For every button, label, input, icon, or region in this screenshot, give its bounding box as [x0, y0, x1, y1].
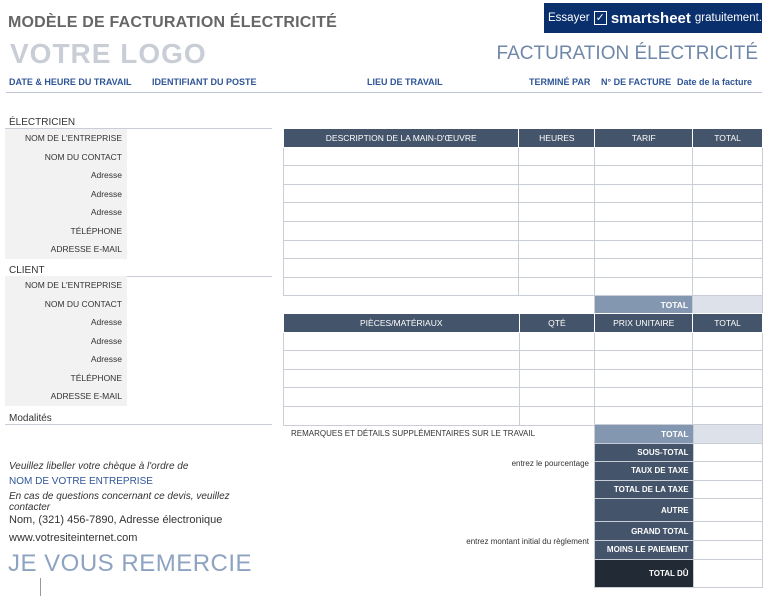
labor-description-cell[interactable]	[284, 147, 519, 166]
parts-total-cell[interactable]	[693, 369, 763, 388]
client-company-label: NOM DE L'ENTREPRISE	[5, 276, 127, 295]
parts-total-cell[interactable]	[693, 332, 763, 351]
table-row[interactable]	[284, 240, 763, 259]
table-row[interactable]	[284, 203, 763, 222]
check-note: Veuillez libeller votre chèque à l'ordre de	[9, 461, 189, 472]
labor-total-value[interactable]	[693, 296, 763, 315]
terms-divider	[5, 424, 272, 425]
table-row[interactable]	[284, 369, 763, 388]
banner-free: gratuitement.	[694, 12, 762, 24]
other-label: AUTRE	[595, 499, 694, 522]
labor-description-cell[interactable]	[284, 221, 519, 240]
labor-rate-header: TARIF	[595, 129, 693, 148]
table-row[interactable]	[284, 221, 763, 240]
parts-description-cell[interactable]	[284, 406, 520, 425]
labor-total-cell[interactable]	[693, 147, 763, 166]
labor-hours-cell[interactable]	[519, 166, 595, 185]
banner-brand: smartsheet	[610, 9, 691, 27]
client-section-title: CLIENT	[9, 265, 45, 276]
labor-total-cell[interactable]	[693, 259, 763, 278]
questions-note: En cas de questions concernant ce devis, veuillez contacter	[9, 491, 230, 513]
tax-total-value[interactable]	[693, 480, 762, 499]
labor-description-cell[interactable]	[284, 277, 519, 296]
labor-description-cell[interactable]	[284, 259, 519, 278]
client-contact-label: NOM DU CONTACT	[5, 295, 127, 314]
tax-rate-note: entrez le pourcentage	[511, 459, 589, 468]
parts-total-value[interactable]	[693, 425, 762, 444]
labor-total-cell[interactable]	[693, 184, 763, 203]
website-text: www.votresiteinternet.com	[9, 532, 138, 544]
job-id-label: IDENTIFIANT DU POSTE	[152, 77, 257, 87]
electrician-address-label: Adresse	[5, 203, 127, 222]
parts-price-cell[interactable]	[595, 332, 693, 351]
parts-qty-cell[interactable]	[519, 351, 595, 370]
labor-rate-cell[interactable]	[595, 147, 693, 166]
parts-qty-cell[interactable]	[519, 332, 595, 351]
parts-total-label: TOTAL	[595, 425, 694, 444]
labor-rate-cell[interactable]	[595, 184, 693, 203]
parts-table	[283, 313, 763, 426]
labor-total-cell[interactable]	[693, 166, 763, 185]
labor-hours-cell[interactable]	[519, 259, 595, 278]
parts-total-cell[interactable]	[693, 351, 763, 370]
labor-hours-cell[interactable]	[519, 184, 595, 203]
client-email-label: ADRESSE E-MAIL	[5, 387, 127, 406]
job-date-label: DATE & HEURE DU TRAVAIL	[9, 77, 132, 87]
labor-hours-cell[interactable]	[519, 203, 595, 222]
labor-total-label: TOTAL	[595, 296, 693, 315]
invoice-subtitle: FACTURATION ÉLECTRICITÉ	[496, 43, 758, 64]
labor-rate-cell[interactable]	[595, 203, 693, 222]
parts-qty-cell[interactable]	[519, 406, 595, 425]
parts-unit-price-header: PRIX UNITAIRE	[595, 314, 693, 333]
parts-price-cell[interactable]	[595, 351, 693, 370]
job-location-label: LIEU DE TRAVAIL	[367, 77, 443, 87]
parts-total-cell[interactable]	[693, 388, 763, 407]
labor-description-cell[interactable]	[284, 203, 519, 222]
labor-rate-cell[interactable]	[595, 259, 693, 278]
invoice-number-label: N° DE FACTURE	[601, 77, 672, 87]
labor-description-cell[interactable]	[284, 166, 519, 185]
parts-price-cell[interactable]	[595, 406, 693, 425]
table-row[interactable]	[284, 388, 763, 407]
header-divider	[6, 92, 762, 93]
subtotal-value[interactable]	[693, 443, 762, 462]
parts-price-cell[interactable]	[595, 369, 693, 388]
labor-total-cell[interactable]	[693, 277, 763, 296]
table-row[interactable]	[284, 184, 763, 203]
total-due-value[interactable]	[693, 559, 762, 587]
table-row[interactable]	[284, 332, 763, 351]
tax-total-label: TOTAL DE LA TAXE	[595, 480, 694, 499]
parts-description-cell[interactable]	[284, 388, 520, 407]
parts-price-cell[interactable]	[595, 388, 693, 407]
table-row[interactable]	[284, 166, 763, 185]
parts-description-header: PIÈCES/MATÉRIAUX	[284, 314, 520, 333]
parts-total-cell[interactable]	[693, 406, 763, 425]
labor-total-row	[284, 296, 763, 315]
invoice-date-label: Date de la facture	[677, 77, 753, 87]
parts-header-row	[284, 314, 763, 333]
parts-qty-cell[interactable]	[519, 369, 595, 388]
labor-hours-cell[interactable]	[519, 277, 595, 296]
client-label-column	[5, 276, 127, 406]
payment-note: entrez montant initial du règlement	[466, 537, 589, 546]
payment-label: MOINS LE PAIEMENT	[595, 540, 694, 559]
logo-placeholder: VOTRE LOGO	[10, 38, 207, 69]
tax-rate-label: TAUX DE TAXE	[595, 462, 694, 481]
labor-hours-cell[interactable]	[519, 221, 595, 240]
parts-qty-header: QTÉ	[519, 314, 595, 333]
labor-hours-cell[interactable]	[519, 147, 595, 166]
client-address-label: Adresse	[5, 332, 127, 351]
table-row[interactable]	[284, 351, 763, 370]
labor-total-header: TOTAL	[693, 129, 763, 148]
parts-qty-cell[interactable]	[519, 388, 595, 407]
summary-table	[594, 424, 763, 588]
completed-by-label: TERMINÉ PAR	[529, 77, 591, 87]
smartsheet-banner[interactable]	[544, 3, 762, 33]
client-phone-label: TÉLÉPHONE	[5, 369, 127, 388]
text-cursor	[40, 578, 41, 596]
electrician-section-title: ÉLECTRICIEN	[9, 117, 76, 128]
payment-value[interactable]	[693, 540, 762, 559]
banner-try: Essayer	[548, 12, 590, 24]
labor-total-cell[interactable]	[693, 240, 763, 259]
page-title: MODÈLE DE FACTURATION ÉLECTRICITÉ	[8, 14, 337, 31]
subtotal-label: SOUS-TOTAL	[595, 443, 694, 462]
client-address-label: Adresse	[5, 313, 127, 332]
table-row[interactable]	[284, 277, 763, 296]
labor-total-cell[interactable]	[693, 221, 763, 240]
tax-rate-value[interactable]	[693, 462, 762, 481]
labor-description-header: DESCRIPTION DE LA MAIN-D'ŒUVRE	[284, 129, 519, 148]
electrician-label-column	[5, 129, 127, 258]
labor-description-cell[interactable]	[284, 184, 519, 203]
parts-total-header: TOTAL	[693, 314, 763, 333]
table-row[interactable]	[284, 147, 763, 166]
electrician-contact-label: NOM DU CONTACT	[5, 148, 127, 167]
labor-hours-cell[interactable]	[519, 240, 595, 259]
electrician-address-label: Adresse	[5, 185, 127, 204]
company-name-text: NOM DE VOTRE ENTREPRISE	[9, 476, 153, 487]
electrician-phone-label: TÉLÉPHONE	[5, 222, 127, 241]
electrician-address-label: Adresse	[5, 166, 127, 185]
labor-header-row	[284, 129, 763, 148]
total-due-label: TOTAL DÛ	[595, 559, 694, 587]
electrician-company-label: NOM DE L'ENTREPRISE	[5, 129, 127, 148]
parts-description-cell[interactable]	[284, 369, 520, 388]
grand-total-value[interactable]	[693, 522, 762, 541]
remarks-label: REMARQUES ET DÉTAILS SUPPLÉMENTAIRES SUR LE TRAVAIL	[291, 429, 536, 438]
grand-total-label: GRAND TOTAL	[595, 522, 694, 541]
labor-rate-cell[interactable]	[595, 166, 693, 185]
parts-description-cell[interactable]	[284, 332, 520, 351]
labor-rate-cell[interactable]	[595, 240, 693, 259]
labor-total-cell[interactable]	[693, 203, 763, 222]
parts-description-cell[interactable]	[284, 351, 520, 370]
other-value[interactable]	[693, 499, 762, 522]
contact-info: Nom, (321) 456-7890, Adresse électronique	[9, 514, 223, 526]
thank-you-text: JE VOUS REMERCIE	[8, 550, 253, 577]
electrician-email-label: ADRESSE E-MAIL	[5, 240, 127, 259]
empty-cell	[284, 296, 595, 315]
labor-description-cell[interactable]	[284, 240, 519, 259]
labor-rate-cell[interactable]	[595, 277, 693, 296]
client-address-label: Adresse	[5, 350, 127, 369]
labor-hours-header: HEURES	[519, 129, 595, 148]
checkmark-icon: ✓	[594, 11, 607, 25]
table-row[interactable]	[284, 406, 763, 425]
labor-table	[283, 128, 763, 315]
labor-rate-cell[interactable]	[595, 221, 693, 240]
table-row[interactable]	[284, 259, 763, 278]
terms-section-title: Modalités	[9, 413, 52, 424]
